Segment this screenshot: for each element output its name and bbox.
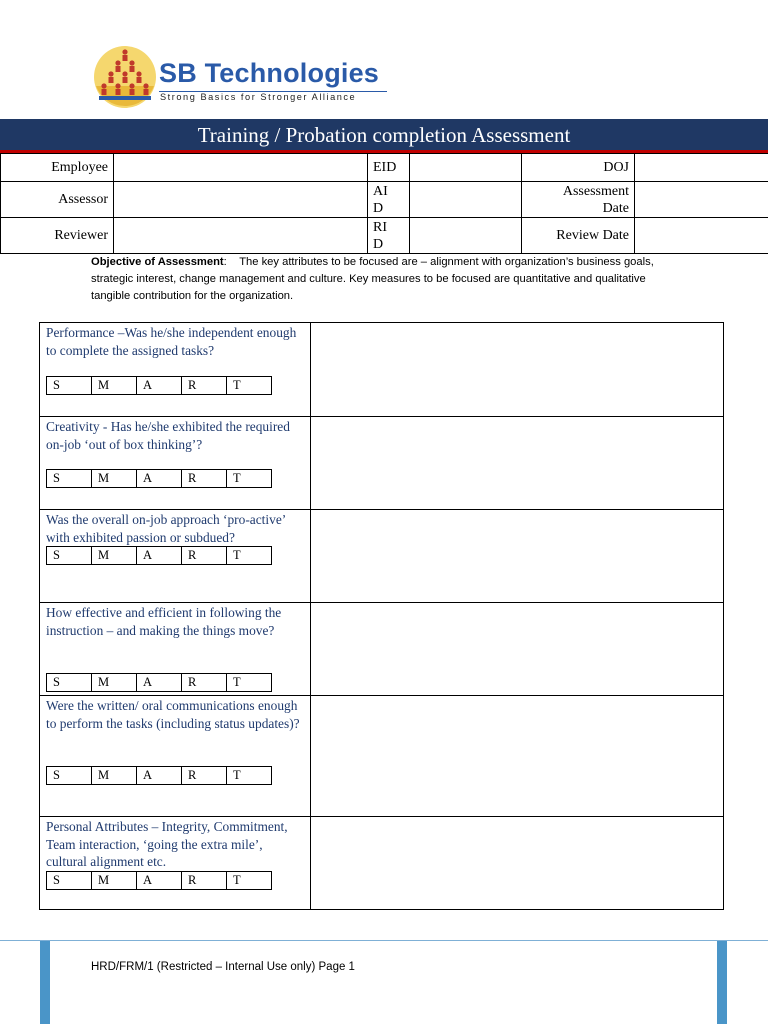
smart-m-box[interactable]: M <box>92 872 137 889</box>
smart-a-box[interactable]: A <box>137 872 182 889</box>
answer-cell[interactable] <box>311 417 724 510</box>
smart-m-box[interactable]: M <box>92 674 137 691</box>
smart-s-box[interactable]: S <box>47 377 92 394</box>
smart-r-box[interactable]: R <box>182 547 227 564</box>
smart-t-box[interactable]: T <box>233 548 241 562</box>
smart-r-box[interactable]: R <box>182 674 227 691</box>
smart-a-box[interactable]: A <box>137 767 182 784</box>
objective-text: The key attributes to be focused are – alignment with organization’s business goals, strategic interest, change management and culture. Key measures to be focused are quantitative and qualitative tangible contribution for the organization. <box>91 256 654 302</box>
employee-field[interactable] <box>114 154 368 182</box>
objective-heading: Objective of Assessment <box>91 256 224 268</box>
objective-paragraph: Objective of Assessment: The key attributes to be focused are – alignment with organization’s business goals, strategic interest, change management and culture. Key measures to be focused are quantitative and qualitative tangible contribution for the organization. <box>91 256 654 302</box>
assessor-field[interactable] <box>114 182 368 218</box>
doj-label: DOJ <box>522 154 635 182</box>
question-cell <box>40 696 311 817</box>
smart-a-box[interactable]: A <box>137 674 182 691</box>
smart-s-box[interactable]: S <box>47 767 92 784</box>
smart-m-box[interactable]: M <box>92 767 137 784</box>
smart-r-box[interactable]: R <box>182 470 227 487</box>
smart-m-box[interactable]: M <box>92 470 137 487</box>
answer-cell[interactable] <box>311 603 724 696</box>
answer-cell[interactable] <box>311 510 724 603</box>
assessor-label: Assessor <box>1 182 114 218</box>
form-title: Training / Probation completion Assessment <box>0 119 768 153</box>
smart-s-box[interactable]: S <box>47 470 92 487</box>
assessment-row <box>40 696 724 817</box>
footer-divider <box>0 940 768 941</box>
assessment-row <box>40 510 724 603</box>
smart-t-box[interactable]: T <box>233 378 241 392</box>
assessment-table <box>39 322 724 910</box>
footer-left-bar <box>40 941 50 1024</box>
question-text: Creativity - Has he/she exhibited the required on-job ‘out of box thinking’? <box>46 419 290 452</box>
eid-label: EID <box>368 154 410 182</box>
smart-s-box[interactable]: S <box>47 872 92 889</box>
smart-a-box[interactable]: A <box>137 547 182 564</box>
smart-s-box[interactable]: S <box>47 547 92 564</box>
smart-t-box[interactable]: T <box>233 873 241 887</box>
answer-cell[interactable] <box>311 696 724 817</box>
smart-r-box[interactable]: R <box>182 767 227 784</box>
assessment-date-label: Assessment Date <box>522 182 635 218</box>
question-cell <box>40 817 311 910</box>
smart-r-box[interactable]: R <box>182 872 227 889</box>
question-text: Were the written/ oral communications enough to perform the tasks (including status updates)? <box>46 698 300 731</box>
employee-info-table <box>0 153 768 254</box>
question-cell <box>40 603 311 696</box>
assessment-row <box>40 817 724 910</box>
footer-text: HRD/FRM/1 (Restricted – Internal Use only) Page 1 <box>91 961 355 973</box>
question-text: Performance –Was he/she independent enough to complete the assigned tasks? <box>46 325 297 358</box>
question-cell <box>40 323 311 417</box>
smart-rating <box>46 871 272 890</box>
employee-label: Employee <box>1 154 114 182</box>
rid-label: RI D <box>368 218 410 254</box>
smart-m-box[interactable]: M <box>92 377 137 394</box>
aid-label: AI D <box>368 182 410 218</box>
question-text: Personal Attributes – Integrity, Commitment, Team interaction, ‘going the extra mile’, cultural alignment etc. <box>46 819 288 869</box>
rid-field[interactable] <box>410 218 522 254</box>
smart-rating <box>46 766 272 785</box>
answer-cell[interactable] <box>311 817 724 910</box>
aid-field[interactable] <box>410 182 522 218</box>
eid-field[interactable] <box>410 154 522 182</box>
smart-a-box[interactable]: A <box>137 470 182 487</box>
smart-r-box[interactable]: R <box>182 377 227 394</box>
reviewer-field[interactable] <box>114 218 368 254</box>
brand-name: SB Technologies <box>159 58 380 88</box>
smart-s-box[interactable]: S <box>47 674 92 691</box>
smart-rating <box>46 469 272 488</box>
smart-rating <box>46 376 272 395</box>
question-text: How effective and efficient in following the instruction – and making the things move? <box>46 605 282 638</box>
company-logo-icon <box>91 46 159 108</box>
smart-rating <box>46 546 272 565</box>
assessment-row <box>40 417 724 510</box>
review-date-label: Review Date <box>522 218 635 254</box>
assessment-row <box>40 323 724 417</box>
review-date-field[interactable] <box>635 218 768 254</box>
smart-t-box[interactable]: T <box>233 768 241 782</box>
smart-m-box[interactable]: M <box>92 547 137 564</box>
assessment-date-field[interactable] <box>635 182 768 218</box>
smart-rating <box>46 673 272 692</box>
footer-right-bar <box>717 941 727 1024</box>
assessment-row <box>40 603 724 696</box>
doj-field[interactable] <box>635 154 768 182</box>
question-cell <box>40 417 311 510</box>
smart-t-box[interactable]: T <box>233 471 241 485</box>
smart-a-box[interactable]: A <box>137 377 182 394</box>
answer-cell[interactable] <box>311 323 724 417</box>
question-cell <box>40 510 311 603</box>
question-text: Was the overall on-job approach ‘pro-active’ with exhibited passion or subdued? <box>46 512 286 545</box>
smart-t-box[interactable]: T <box>233 675 241 689</box>
reviewer-label: Reviewer <box>1 218 114 254</box>
brand-tagline: Strong Basics for Stronger Alliance <box>160 92 357 102</box>
